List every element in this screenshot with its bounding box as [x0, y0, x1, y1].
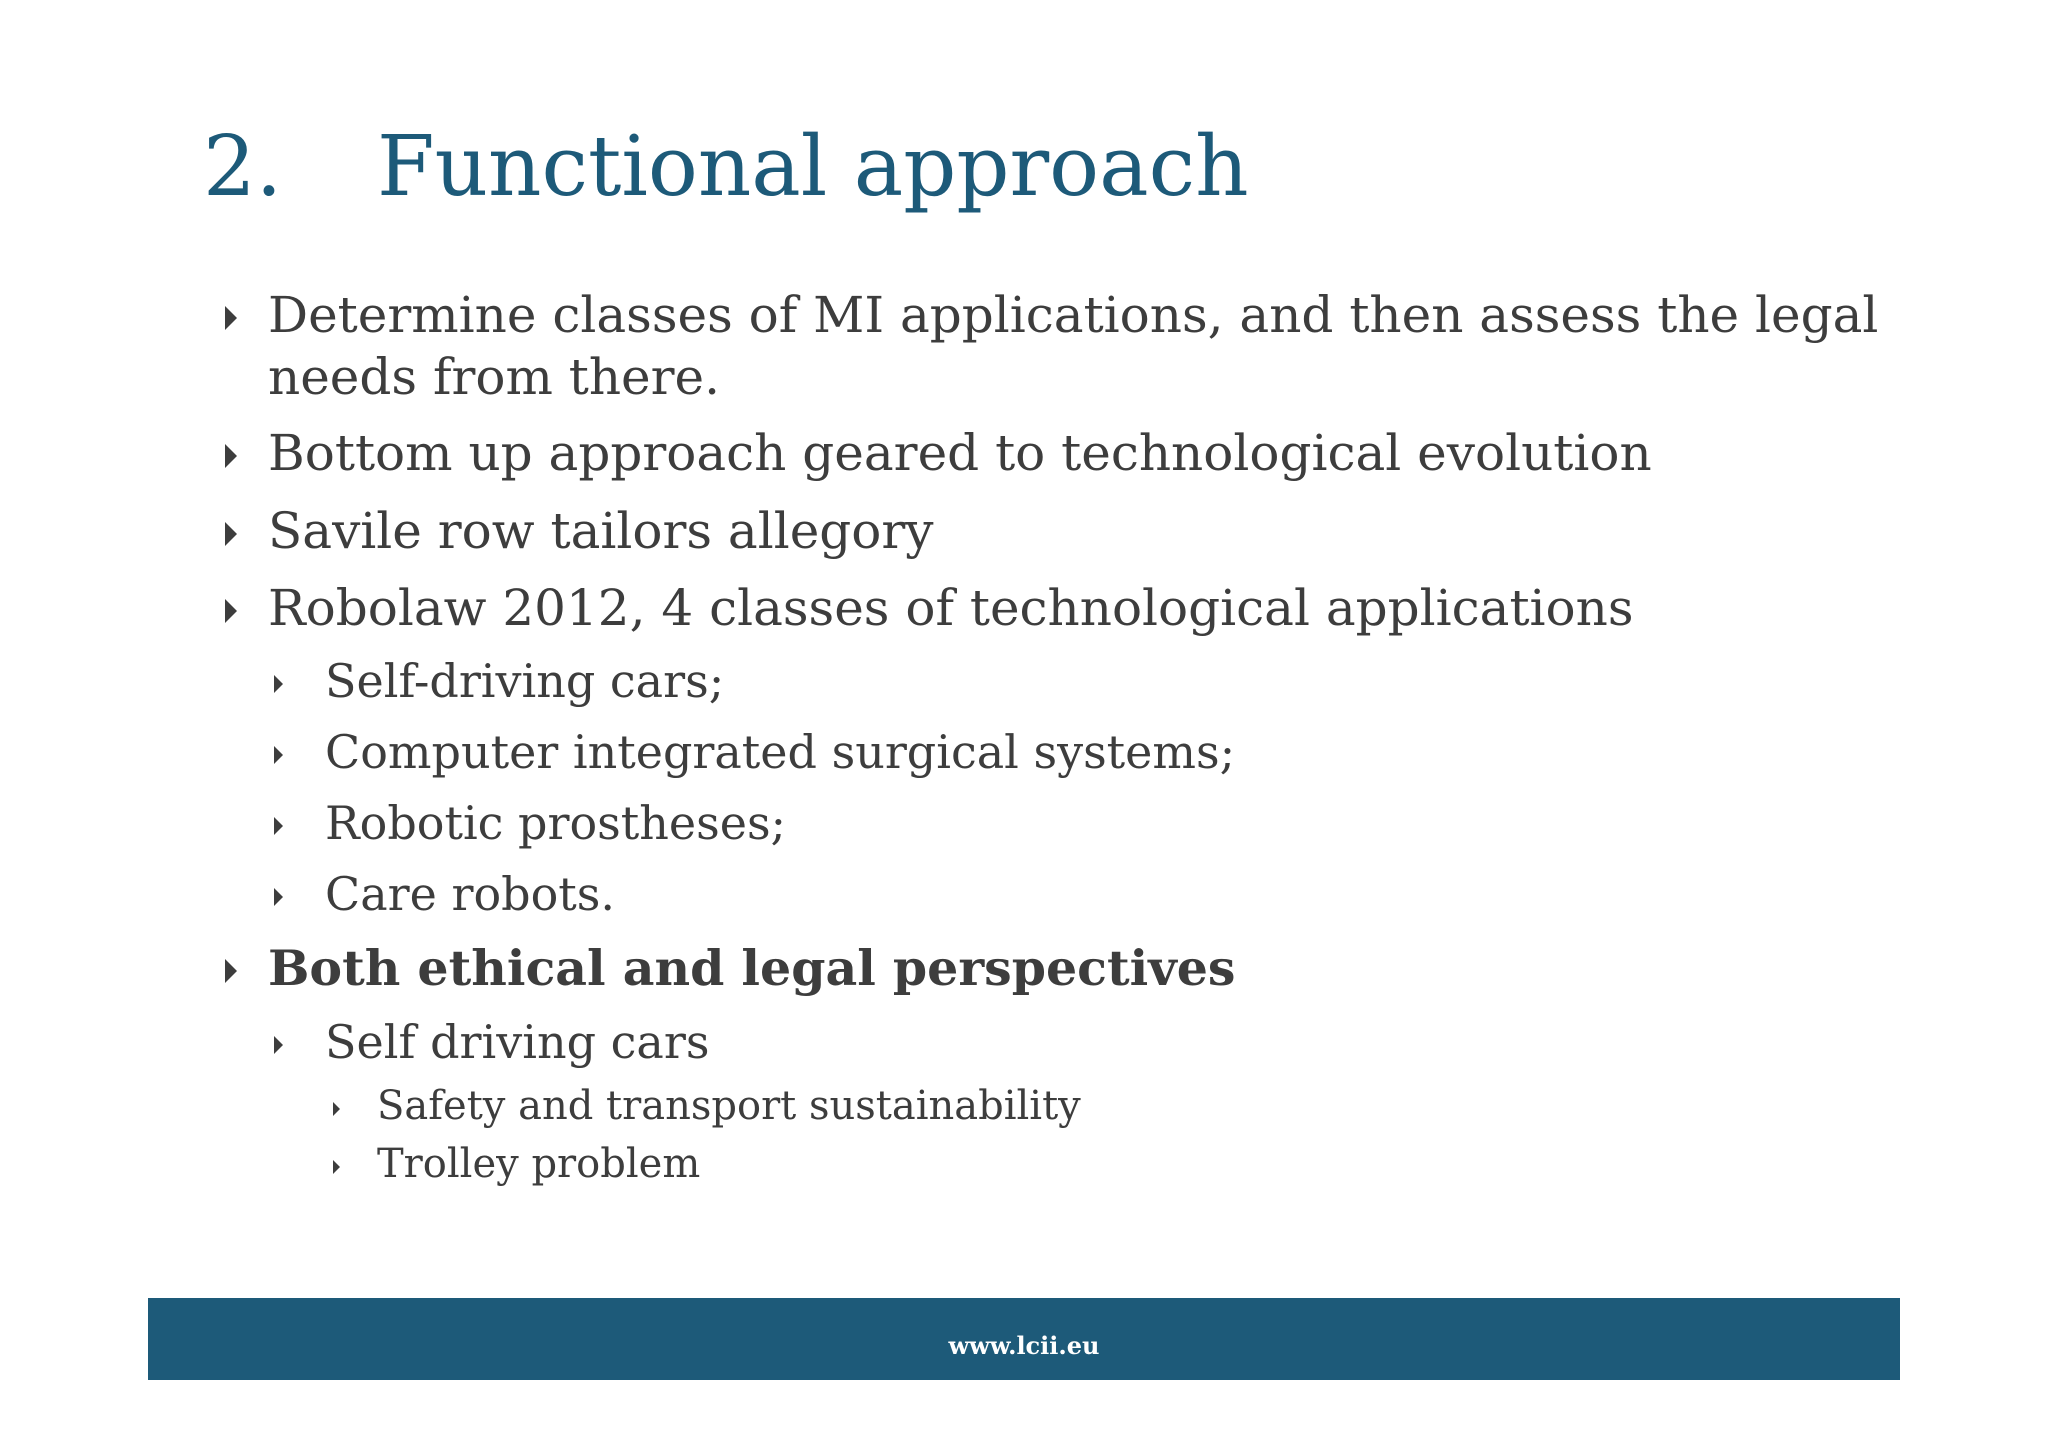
sub-sub-bullet-item — [377, 1080, 1081, 1132]
sub-bullet-text: Self-driving cars; — [325, 654, 725, 708]
bullet-text: Both ethical and legal perspectives — [268, 939, 1236, 997]
sub-bullet-item — [325, 653, 724, 709]
triangle-bullet-icon — [274, 1036, 283, 1054]
sub-bullet-text: Self driving cars — [325, 1015, 710, 1069]
slide-title-text: Functional approach — [377, 118, 1249, 215]
sub-bullet-text: Robotic prostheses; — [325, 796, 787, 850]
sub-sub-bullet-item — [377, 1138, 700, 1190]
triangle-bullet-icon — [225, 959, 237, 983]
triangle-bullet-icon — [225, 522, 237, 546]
bullet-item — [268, 577, 1634, 639]
bullet-text-line-2: needs from there. — [268, 348, 721, 406]
sub-bullet-item — [325, 724, 1235, 780]
triangle-bullet-icon — [274, 817, 283, 835]
sub-bullet-text: Care robots. — [325, 867, 615, 921]
slide-number: 2. — [203, 118, 283, 215]
triangle-bullet-icon — [225, 599, 237, 623]
bullet-item — [268, 284, 1878, 408]
bullet-item — [268, 500, 934, 562]
triangle-bullet-icon — [225, 444, 237, 468]
footer-url: www.lcii.eu — [948, 1331, 1100, 1360]
footer-bar — [148, 1298, 1900, 1380]
sub-bullet-item — [325, 866, 615, 922]
sub-bullet-text: Computer integrated surgical systems; — [325, 725, 1236, 779]
triangle-bullet-icon — [225, 306, 237, 330]
sub-bullet-item — [325, 795, 786, 851]
triangle-bullet-icon — [274, 746, 283, 764]
sub-bullet-item — [325, 1014, 709, 1070]
bullet-item — [268, 937, 1236, 999]
bullet-text: Robolaw 2012, 4 classes of technological applications — [268, 579, 1634, 637]
sub-sub-bullet-text: Safety and transport sustainability — [377, 1083, 1081, 1129]
sub-sub-bullet-text: Trolley problem — [377, 1141, 701, 1187]
triangle-bullet-icon — [333, 1102, 340, 1116]
bullet-text-line-1: Determine classes of MI applications, and then assess the legal — [268, 286, 1879, 344]
bullet-text: Savile row tailors allegory — [268, 502, 934, 560]
bullet-item — [268, 422, 1652, 484]
triangle-bullet-icon — [274, 675, 283, 693]
bullet-text: Bottom up approach geared to technological evolution — [268, 424, 1652, 482]
triangle-bullet-icon — [333, 1160, 340, 1174]
triangle-bullet-icon — [274, 888, 283, 906]
